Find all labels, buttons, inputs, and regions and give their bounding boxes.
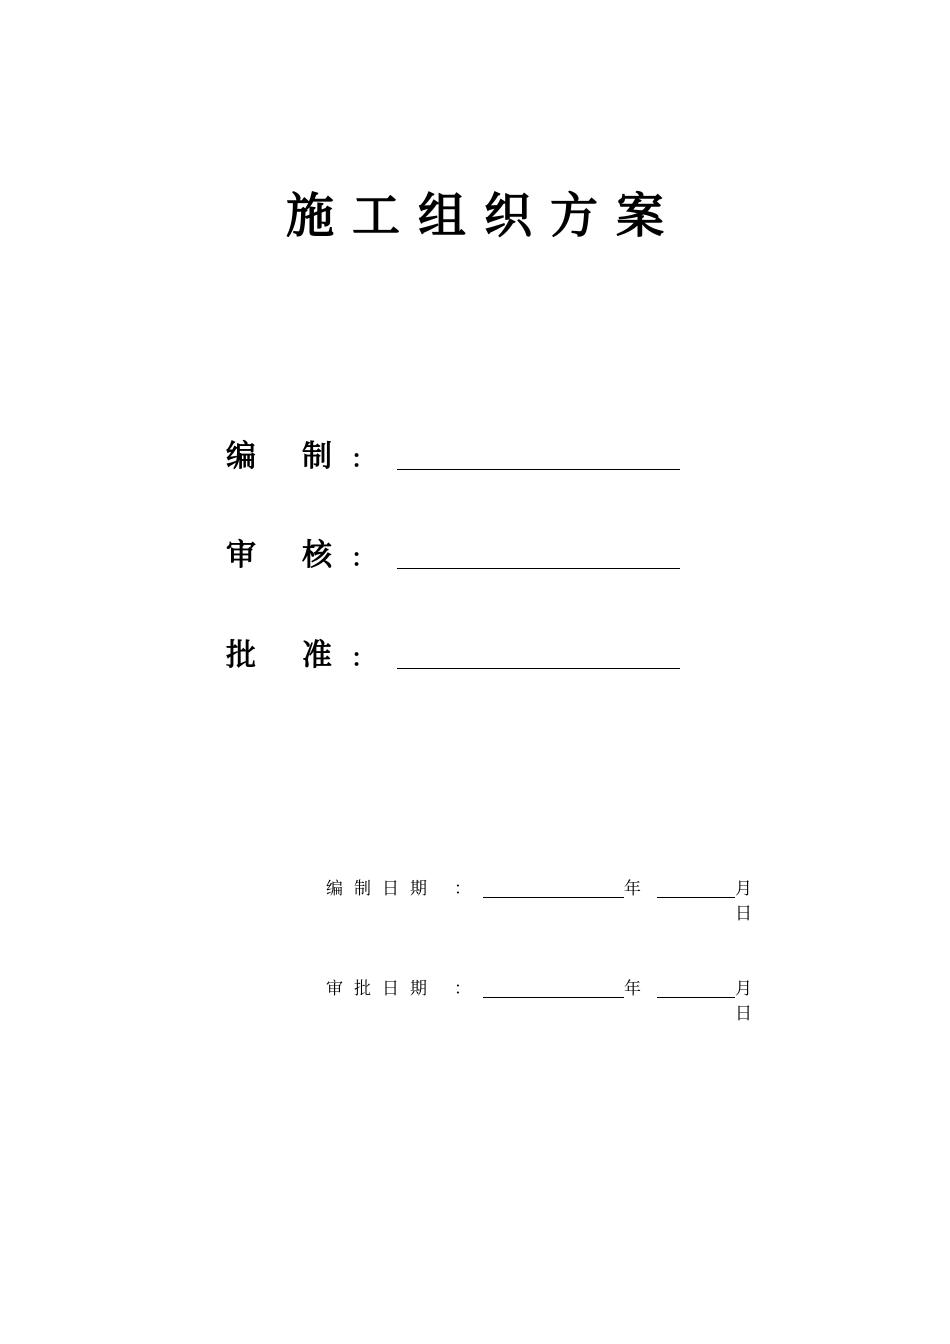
- compile-date-label: 编制日期: [326, 879, 438, 899]
- compile-month-field[interactable]: [657, 897, 735, 898]
- approval-day-unit: 日: [735, 1004, 752, 1024]
- approval-month-field[interactable]: [657, 997, 735, 998]
- document-title: 施工组织方案: [285, 188, 682, 244]
- reviewed-colon: ：: [351, 543, 375, 572]
- compile-month-unit: 月: [735, 879, 752, 899]
- approved-label-char1: 批: [226, 638, 256, 673]
- reviewed-label-char2: 核: [302, 538, 332, 573]
- compile-date-colon: ：: [454, 879, 471, 899]
- signature-row-approved: [226, 636, 686, 676]
- compiled-label-char2: 制: [302, 439, 332, 474]
- approval-year-unit: 年: [624, 979, 641, 999]
- signature-row-reviewed: [226, 536, 686, 576]
- compile-year-unit: 年: [624, 879, 641, 899]
- approval-year-field[interactable]: [483, 997, 624, 998]
- signature-row-compiled: [226, 437, 686, 477]
- approved-signature-line[interactable]: [397, 668, 680, 669]
- compiled-label-char1: 编: [226, 439, 256, 474]
- approval-month-unit: 月: [735, 979, 752, 999]
- reviewed-label-char1: 审: [226, 538, 256, 573]
- compile-year-field[interactable]: [483, 897, 624, 898]
- compile-date-row: [326, 879, 766, 939]
- approval-date-label: 审批日期: [326, 979, 438, 999]
- approval-date-row: [326, 979, 766, 1039]
- compiled-signature-line[interactable]: [397, 469, 680, 470]
- approved-colon: ：: [351, 643, 375, 672]
- compile-day-unit: 日: [735, 904, 752, 924]
- compiled-colon: ：: [351, 444, 375, 473]
- approved-label-char2: 准: [302, 638, 332, 673]
- reviewed-signature-line[interactable]: [397, 568, 680, 569]
- approval-date-colon: ：: [454, 979, 471, 999]
